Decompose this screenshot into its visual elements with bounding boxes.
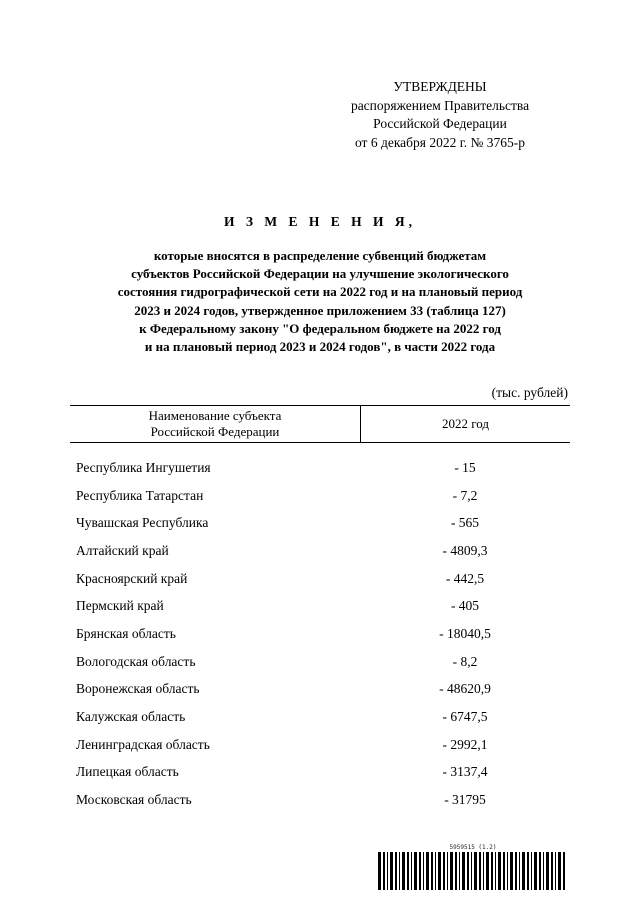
approval-line-3: Российской Федерации bbox=[373, 116, 507, 131]
header-subject-name bbox=[70, 406, 361, 442]
subject-value: - 4809,3 bbox=[442, 542, 488, 558]
subtitle-line: которые вносятся в распределение субвенций бюджетам bbox=[153, 248, 487, 263]
barcode-label: 5959515 (1.2) bbox=[449, 844, 497, 851]
subject-value: - 31795 bbox=[444, 792, 486, 808]
table-row bbox=[70, 592, 570, 620]
table-row bbox=[70, 759, 570, 787]
table-row bbox=[70, 648, 570, 676]
subtitle-line: 2023 и 2024 годов, утвержденное приложением 33 (таблица 127) bbox=[134, 302, 506, 318]
subject-value: - 18040,5 bbox=[439, 625, 491, 641]
approval-title: УТВЕРЖДЕНЫ bbox=[393, 79, 487, 94]
table-row bbox=[70, 454, 570, 482]
subject-value: - 405 bbox=[450, 598, 480, 614]
subject-name: Ленинградская область bbox=[76, 736, 210, 752]
subject-value: - 48620,9 bbox=[439, 681, 491, 697]
subject-name: Брянская область bbox=[76, 625, 176, 641]
subject-value: - 15 bbox=[454, 459, 476, 475]
approval-block bbox=[340, 78, 540, 152]
units-label: (тыс. рублей) bbox=[491, 385, 568, 400]
table-row bbox=[70, 731, 570, 759]
subject-name: Алтайский край bbox=[76, 542, 169, 558]
approval-date: от 6 декабря 2022 г. № 3765-р bbox=[354, 134, 526, 150]
subject-name: Красноярский край bbox=[76, 570, 188, 586]
table-row bbox=[70, 703, 570, 731]
subtitle-line: и на плановый период 2023 и 2024 годов", в части 2022 года bbox=[144, 339, 496, 355]
subject-name: Московская область bbox=[76, 792, 192, 808]
subtitle-line: субъектов Российской Федерации на улучшение экологического bbox=[131, 266, 509, 282]
table-header bbox=[70, 405, 570, 443]
subject-value: - 7,2 bbox=[452, 487, 478, 503]
subject-value: - 2992,1 bbox=[442, 736, 488, 752]
table-row bbox=[70, 620, 570, 648]
table-row bbox=[70, 676, 570, 704]
table-row bbox=[70, 786, 570, 814]
subject-value: - 565 bbox=[450, 515, 480, 531]
subject-name: Республика Ингушетия bbox=[76, 459, 211, 475]
table-row bbox=[70, 509, 570, 537]
subtitle-line: состояния гидрографической сети на 2022 год и на плановый период bbox=[117, 284, 523, 300]
header-subject-line-2: Российской Федерации bbox=[150, 424, 280, 439]
document-subtitle bbox=[70, 247, 570, 356]
table-body bbox=[70, 454, 570, 814]
approval-line-2: распоряжением Правительства bbox=[350, 97, 530, 113]
subject-name: Республика Татарстан bbox=[76, 487, 204, 503]
table-row bbox=[70, 565, 570, 593]
subject-name: Липецкая область bbox=[76, 764, 179, 780]
subject-value: - 6747,5 bbox=[442, 709, 488, 725]
subject-value: - 3137,4 bbox=[442, 764, 488, 780]
subject-value: - 8,2 bbox=[452, 653, 478, 669]
subject-name: Вологодская область bbox=[76, 653, 196, 669]
subject-name: Пермский край bbox=[76, 598, 164, 614]
document-heading: И З М Е Н Е Н И Я, bbox=[223, 214, 416, 229]
table-row bbox=[70, 482, 570, 510]
subject-name: Чувашская Республика bbox=[76, 515, 209, 531]
header-subject-line-1: Наименование субъекта bbox=[148, 408, 282, 423]
barcode-icon bbox=[378, 852, 568, 890]
subject-name: Калужская область bbox=[76, 709, 186, 725]
header-year: 2022 год bbox=[442, 416, 489, 431]
subject-name: Воронежская область bbox=[76, 681, 200, 697]
subject-value: - 442,5 bbox=[445, 570, 485, 586]
barcode bbox=[378, 844, 568, 892]
table-row bbox=[70, 537, 570, 565]
allocation-table bbox=[70, 405, 570, 814]
subtitle-line: к Федеральному закону "О федеральном бюджете на 2022 год bbox=[139, 320, 501, 336]
